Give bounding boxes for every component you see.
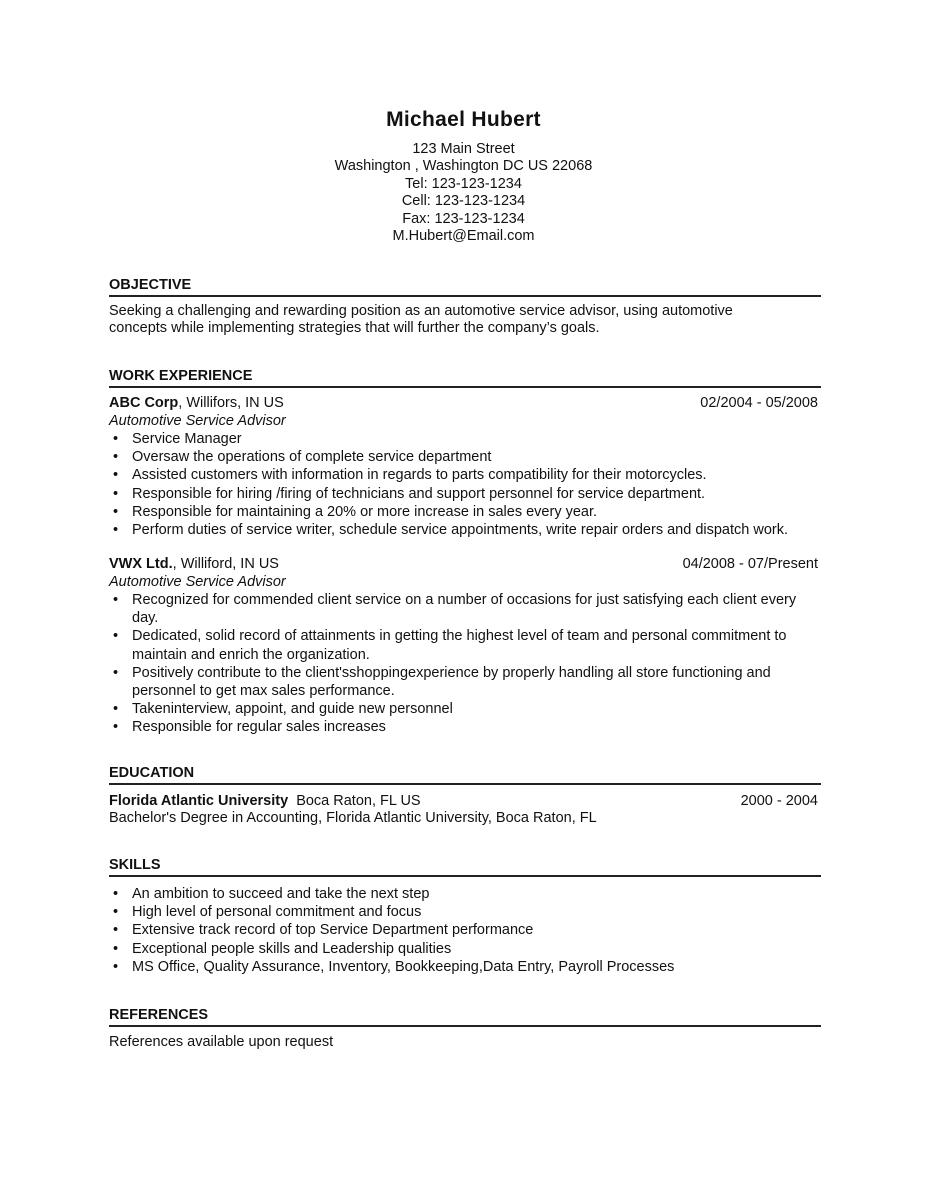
job-dates: 04/2008 - 07/Present — [682, 556, 818, 572]
list-item: • Recognized for commended client service on a number of occasions for just satisfying each client every day. — [113, 592, 797, 627]
email: M.Hubert@Email.com — [392, 228, 535, 245]
bullet-icon: • — [113, 449, 119, 466]
address-line-1: 123 Main Street — [412, 141, 515, 157]
education-heading: EDUCATION — [109, 764, 821, 785]
list-item: • Oversaw the operations of complete service department — [113, 449, 492, 466]
bullet-icon: • — [113, 522, 119, 539]
list-item: • Perform duties of service writer, schedule service appointments, write repair orders and dispatch work. — [113, 522, 789, 539]
list-item: • Takeninterview, appoint, and guide new personnel — [113, 701, 453, 718]
phone-cell: Cell: 123-123-1234 — [401, 193, 526, 210]
list-item: • Responsible for regular sales increases — [113, 719, 386, 736]
references-heading: REFERENCES — [109, 1006, 821, 1027]
job-duties-list-2 — [109, 591, 799, 737]
bullet-icon: • — [113, 940, 119, 957]
school-name: Florida Atlantic University — [109, 793, 289, 809]
list-item: • Responsible for maintaining a 20% or more increase in sales every year. — [113, 503, 598, 520]
bullet-icon: • — [113, 922, 119, 939]
list-item: • Responsible for hiring /firing of technicians and support personnel for service department. — [113, 485, 706, 502]
bullet-icon: • — [113, 719, 119, 736]
education-dates: 2000 - 2004 — [740, 793, 818, 809]
objective-text — [109, 303, 821, 338]
bullet-icon: • — [113, 628, 119, 645]
bullet-icon: • — [113, 958, 119, 975]
company-location: , Willifors, IN US — [178, 395, 284, 411]
list-item: • MS Office, Quality Assurance, Inventory, Bookkeeping,Data Entry, Payroll Processes — [113, 958, 675, 975]
list-item: • Exceptional people skills and Leadership qualities — [113, 940, 452, 957]
objective-heading: OBJECTIVE — [109, 276, 821, 297]
company-name: VWX Ltd. — [109, 556, 173, 572]
bullet-icon: • — [113, 664, 119, 681]
objective-line-1: Seeking a challenging and rewarding position as an automotive service advisor, using automotive — [109, 303, 733, 319]
bullet-icon: • — [113, 886, 119, 902]
bullet-icon: • — [113, 467, 119, 484]
job-employer-1 — [109, 394, 284, 412]
bullet-icon: • — [113, 431, 119, 447]
phone-tel: Tel: 123-123-1234 — [405, 175, 522, 192]
job-title: Automotive Service Advisor — [109, 413, 286, 429]
job-dates: 02/2004 - 05/2008 — [700, 395, 818, 411]
job-title: Automotive Service Advisor — [109, 574, 286, 590]
education-school — [109, 792, 421, 810]
skills-list — [109, 885, 821, 976]
phone-fax: Fax: 123-123-1234 — [402, 210, 525, 227]
work-experience-heading: WORK EXPERIENCE — [109, 367, 821, 388]
contact-block — [0, 141, 927, 245]
job-employer-2 — [109, 555, 279, 573]
job-header-1 — [109, 394, 818, 412]
candidate-name: Michael Hubert — [386, 108, 541, 131]
education-header — [109, 792, 818, 810]
company-location: , Williford, IN US — [172, 556, 279, 572]
objective-line-2: concepts while implementing strategies that will further the company’s goals. — [109, 320, 600, 337]
list-item: • Service Manager — [113, 431, 242, 447]
list-item: • Positively contribute to the client'sshoppingexperience by properly handling all store functioning and personnel to get max sales performance. — [113, 664, 771, 700]
references-text: References available upon request — [109, 1034, 334, 1050]
address-line-2: Washington , Washington DC US 22068 — [334, 158, 593, 175]
bullet-icon: • — [113, 592, 119, 608]
job-duties-list-1 — [109, 430, 821, 539]
list-item: • An ambition to succeed and take the next step — [113, 886, 430, 902]
list-item: • Dedicated, solid record of attainments in getting the highest level of team and personal commitment to maintain and enrich the organization. — [113, 628, 787, 663]
company-name: ABC Corp — [109, 395, 179, 411]
bullet-icon: • — [113, 701, 119, 718]
degree-text: Bachelor's Degree in Accounting, Florida Atlantic University, Boca Raton, FL — [109, 810, 597, 826]
list-item: • High level of personal commitment and focus — [113, 904, 422, 921]
bullet-icon: • — [113, 485, 119, 502]
school-location: Boca Raton, FL US — [288, 793, 421, 809]
list-item: • Extensive track record of top Service Department performance — [113, 922, 534, 939]
skills-heading: SKILLS — [109, 856, 821, 877]
bullet-icon: • — [113, 503, 119, 520]
list-item: • Assisted customers with information in regards to parts compatibility for their motorcycles. — [113, 467, 707, 484]
bullet-icon: • — [113, 904, 119, 921]
job-header-2 — [109, 555, 818, 573]
